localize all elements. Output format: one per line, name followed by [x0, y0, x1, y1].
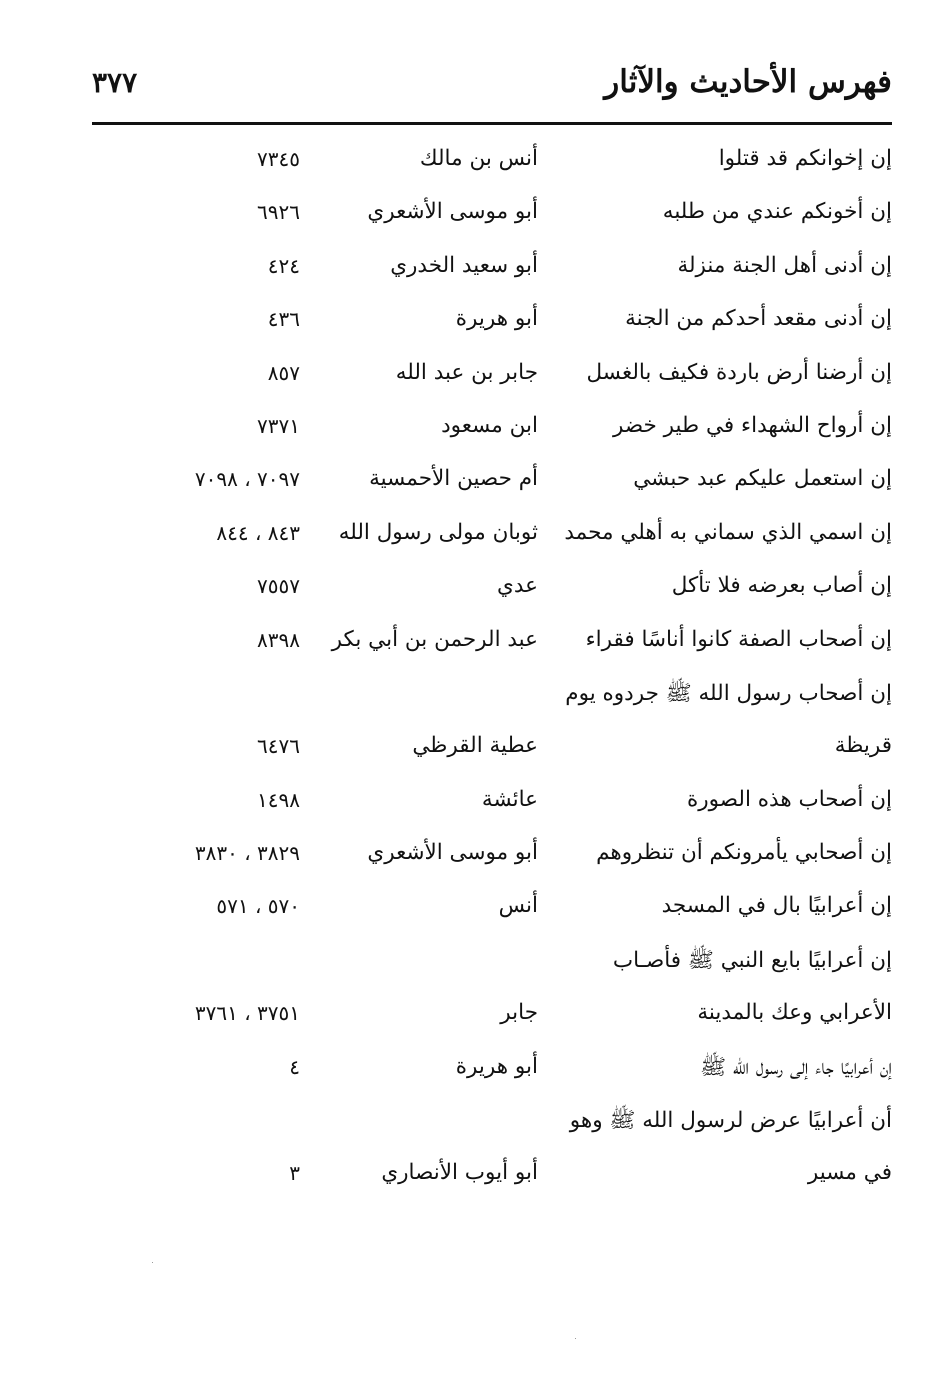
hadith-text: إن استعمل عليكم عبد حبشي: [633, 466, 892, 492]
hadith-text: إن أصحاب رسول الله ﷺ جردوه يوم: [565, 680, 892, 706]
narrator-name: عدي: [497, 573, 538, 599]
hadith-text: إن أصحاب الصفة كانوا أناسًا فقراء: [585, 626, 892, 652]
narrator-name: عطية القرظي: [412, 733, 538, 759]
narrator-name: جابر: [500, 1000, 538, 1026]
narrator-name: أبو هريرة: [455, 1053, 538, 1079]
hadith-text: إن أعرابيًا جاء إلى رسول الله ﷺ: [700, 1054, 892, 1080]
hadith-text: إن أرواح الشهداء في طير خضر: [613, 412, 892, 438]
hadith-numbers: ٧٣٧١: [257, 413, 300, 438]
index-entry: [92, 777, 892, 830]
index-entry: [92, 830, 892, 883]
hadith-numbers: ٤٢٤: [267, 253, 300, 278]
index-entry: [92, 1044, 892, 1097]
index-entry: [92, 937, 892, 990]
index-entry: [92, 296, 892, 349]
hadith-text: إن أدنى مقعد أحدكم من الجنة: [625, 306, 892, 332]
narrator-name: ثوبان مولى رسول الله: [338, 519, 538, 545]
hadith-numbers: ٣٨٢٩ ، ٣٨٣٠: [194, 841, 300, 866]
page-header: [92, 62, 892, 120]
hadith-text: إن اسمي الذي سماني به أهلي محمد: [564, 519, 892, 545]
hadith-numbers: ٤٣٦: [267, 307, 300, 332]
hadith-numbers: ٣: [289, 1161, 300, 1186]
index-entry: [92, 990, 892, 1043]
hadith-numbers: ٨٥٧: [267, 360, 300, 385]
index-entry: [92, 456, 892, 509]
narrator-name: عبد الرحمن بن أبي بكر: [331, 626, 538, 652]
hadith-text: إن أرضنا أرض باردة فكيف بالغسل: [586, 359, 892, 385]
hadith-text: أن أعرابيًا عرض لرسول الله ﷺ وهو: [569, 1108, 892, 1134]
narrator-name: جابر بن عبد الله: [395, 359, 538, 385]
index-entry: [92, 670, 892, 723]
narrator-name: عائشة: [481, 786, 538, 812]
narrator-name: أبو هريرة: [455, 306, 538, 332]
hadith-text: إن أخونكم عندي من طلبه: [662, 199, 892, 225]
hadith-numbers: ٧٥٥٧: [257, 574, 300, 599]
narrator-name: أبو أيوب الأنصاري: [381, 1160, 538, 1186]
hadith-text: إن أعرابيًا بايع النبي ﷺ فأصـاب: [612, 947, 892, 973]
index-entry: [92, 350, 892, 403]
hadith-numbers: ٦٤٧٦: [257, 734, 300, 759]
index-entry: [92, 617, 892, 670]
hadith-numbers: ٧٣٤٥: [257, 147, 300, 171]
hadith-numbers: ١٤٩٨: [257, 787, 300, 812]
hadith-numbers: ٥٧٠ ، ٥٧١: [216, 894, 300, 919]
narrator-name: أنس بن مالك: [419, 146, 538, 171]
hadith-text: إن أصاب بعرضه فلا تأكل: [671, 573, 892, 599]
narrator-name: أبو موسى الأشعري: [367, 199, 538, 225]
index-entry: [92, 1150, 892, 1203]
page-title: فهرس الأحاديث والآثار: [604, 64, 892, 100]
hadith-numbers: ٣٧٥١ ، ٣٧٦١: [194, 1001, 300, 1026]
index-entry: [92, 136, 892, 189]
hadith-text: إن أعرابيًا بال في المسجد: [661, 893, 892, 919]
index-entry: [92, 403, 892, 456]
header-rule: [92, 122, 892, 125]
hadith-numbers: ٤: [289, 1054, 300, 1079]
narrator-name: ابن مسعود: [441, 412, 538, 438]
hadith-text: إن أصحاب هذه الصورة: [687, 786, 892, 812]
index-entry: [92, 723, 892, 776]
index-entry: [92, 243, 892, 296]
hadith-numbers: ٧٠٩٧ ، ٧٠٩٨: [194, 467, 300, 492]
hadith-text: في مسير: [807, 1160, 892, 1186]
hadith-numbers: ٨٣٩٨: [257, 627, 300, 652]
hadith-numbers: ٦٩٢٦: [257, 200, 300, 225]
hadith-numbers: ٨٤٣ ، ٨٤٤: [216, 520, 300, 545]
index-entry: [92, 189, 892, 242]
hadith-text: إن أدنى أهل الجنة منزلة: [677, 252, 892, 278]
hadith-text: الأعرابي وعك بالمدينة: [697, 1000, 892, 1026]
index-entry: [92, 1097, 892, 1150]
scan-speck: [152, 1262, 153, 1263]
narrator-name: أنس: [498, 893, 538, 919]
narrator-name: أم حصين الأحمسية: [369, 466, 538, 492]
hadith-text: إن إخوانكم قد قتلوا: [718, 146, 892, 171]
index-entry: [92, 883, 892, 936]
hadith-text: إن أصحابي يأمرونكم أن تنظروهم: [596, 840, 892, 866]
hadith-text: قريظة: [834, 733, 892, 759]
narrator-name: أبو موسى الأشعري: [367, 840, 538, 866]
page-number: ٣٧٧: [92, 66, 138, 99]
index-entry: [92, 510, 892, 563]
index-entry: [92, 563, 892, 616]
scan-speck: [575, 1338, 576, 1339]
hadith-index-list: [92, 136, 892, 1204]
narrator-name: أبو سعيد الخدري: [390, 252, 538, 278]
